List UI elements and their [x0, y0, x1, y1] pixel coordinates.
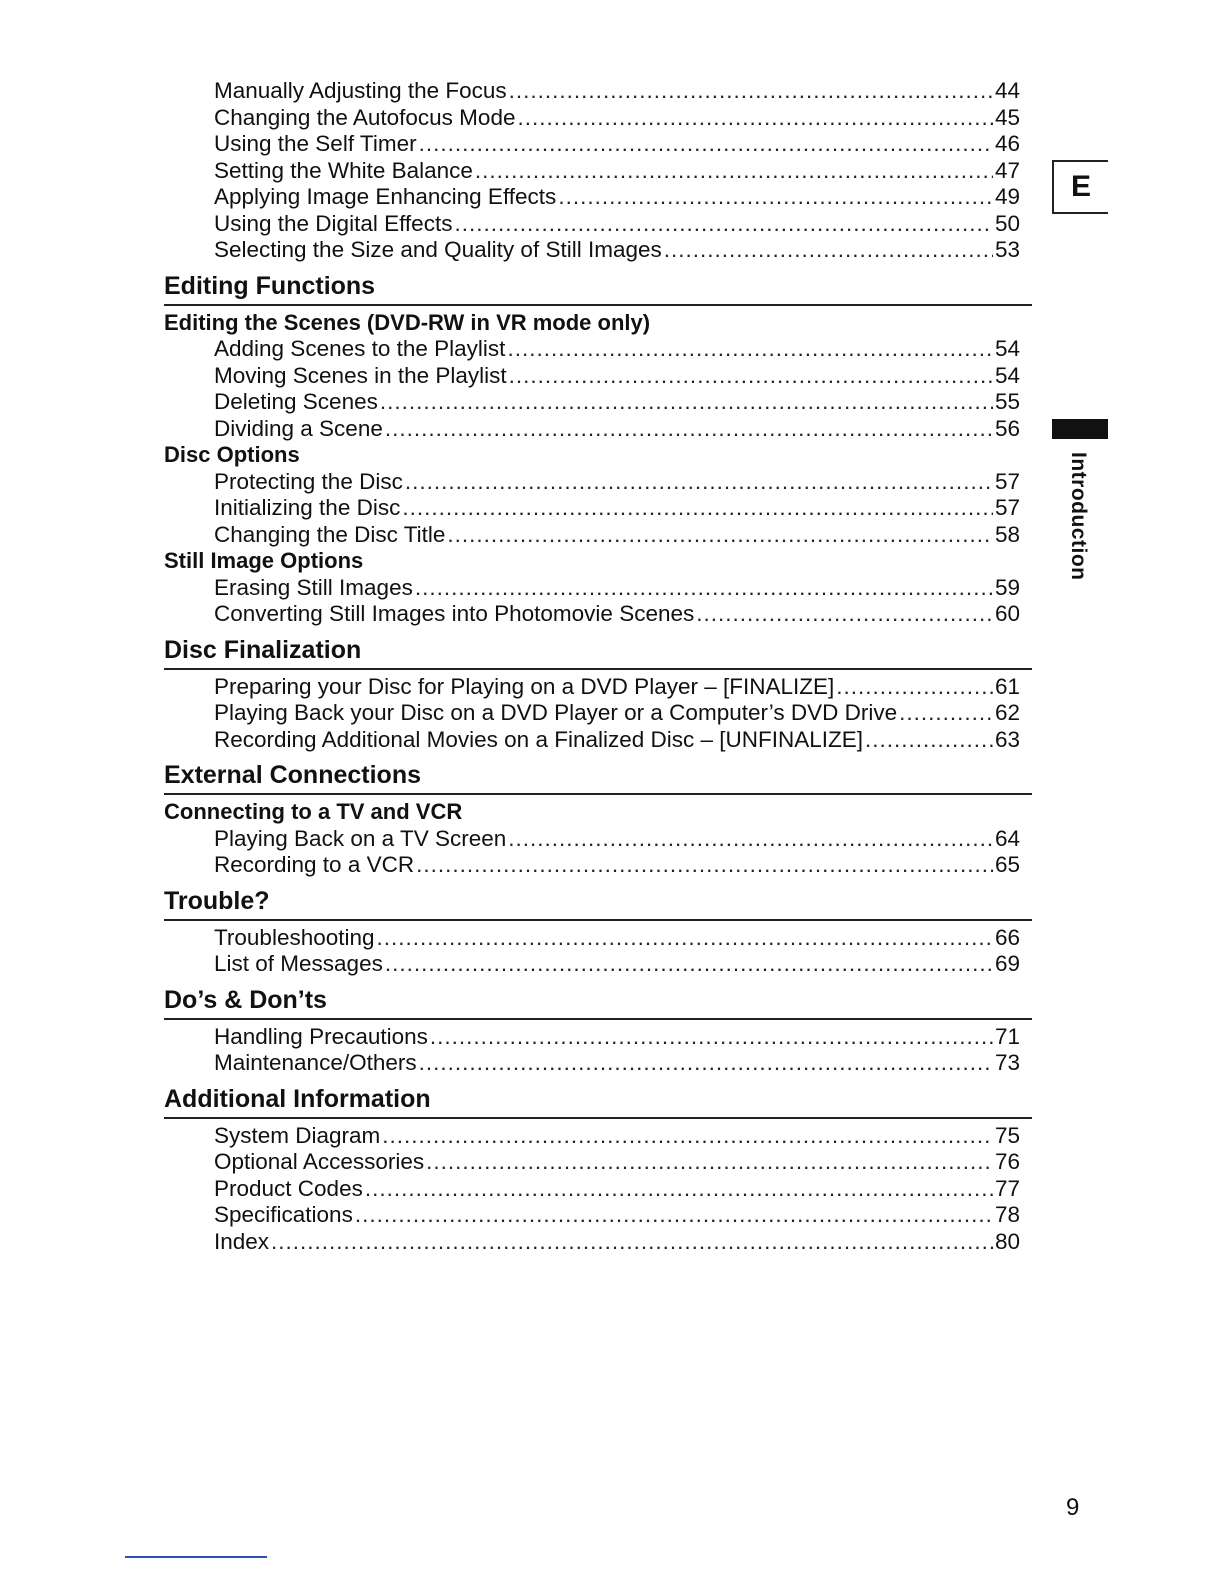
subsection-heading: Disc Options	[164, 442, 300, 467]
toc-entry[interactable]	[214, 1229, 1020, 1256]
toc-entry-page: 61	[994, 673, 1020, 699]
section-body	[164, 306, 1034, 628]
dot-leader	[517, 105, 993, 132]
toc-entry-title: Optional Accessories	[214, 1149, 425, 1174]
section-heading: External Connections	[164, 753, 1032, 795]
toc-entry[interactable]	[214, 700, 1020, 727]
toc-entry[interactable]	[214, 1123, 1020, 1150]
toc-entry[interactable]	[214, 925, 1020, 952]
section-list	[164, 264, 1034, 1256]
toc-section	[164, 264, 1034, 628]
toc-entry-title: Using the Self Timer	[214, 131, 417, 156]
side-section-label: Introduction	[1067, 452, 1090, 581]
toc-entry-title: Using the Digital Effects	[214, 210, 453, 236]
toc-entry[interactable]	[214, 158, 1020, 185]
toc-entry-title: Preparing your Disc for Playing on a DVD Player – [FINALIZE]	[214, 673, 835, 699]
toc-entry-page: 71	[994, 1023, 1020, 1049]
intro-entry-list	[164, 78, 1034, 264]
toc-entry-page: 58	[994, 521, 1020, 547]
toc-entry-title: Index	[214, 1228, 270, 1254]
toc-entry[interactable]	[214, 78, 1020, 105]
section-heading: Trouble?	[164, 879, 1032, 921]
toc-section	[164, 1077, 1034, 1256]
toc-entry-title: Manually Adjusting the Focus	[214, 78, 507, 103]
toc-entry-title: Playing Back your Disc on a DVD Player or a Computer’s DVD Drive	[214, 700, 898, 725]
toc-section	[164, 628, 1034, 754]
dot-leader	[509, 78, 993, 105]
dot-leader	[402, 495, 993, 522]
toc-entry[interactable]	[214, 105, 1020, 132]
dot-leader	[430, 1024, 993, 1051]
toc-entry-page: 54	[994, 336, 1020, 361]
toc-entry[interactable]	[214, 852, 1020, 879]
section-body	[164, 921, 1034, 978]
dot-leader	[696, 601, 993, 628]
toc-entry[interactable]	[214, 522, 1020, 549]
dot-leader	[454, 211, 993, 238]
toc-entry-page: 49	[994, 184, 1020, 209]
section-body	[164, 670, 1034, 754]
toc-entry-title: Moving Scenes in the Playlist	[214, 362, 507, 388]
toc-entry-page: 76	[994, 1149, 1020, 1174]
dot-leader	[380, 389, 993, 416]
toc-entry-title: Initializing the Disc	[214, 495, 401, 520]
toc-entry[interactable]	[214, 131, 1020, 158]
section-tab-marker	[1052, 419, 1108, 439]
subsection-heading: Still Image Options	[164, 548, 364, 573]
dot-leader	[558, 184, 993, 211]
toc-entry-page: 46	[994, 131, 1020, 156]
toc-entry[interactable]	[214, 575, 1020, 602]
toc-entry-title: Setting the White Balance	[214, 157, 473, 183]
section-body	[164, 1119, 1034, 1256]
toc-entry[interactable]	[214, 1050, 1020, 1077]
toc-entry-page: 54	[994, 362, 1020, 388]
toc-entry[interactable]	[214, 1149, 1020, 1176]
toc-entry-title: Applying Image Enhancing Effects	[214, 184, 557, 209]
dot-leader	[385, 416, 993, 443]
section-heading: Additional Information	[164, 1077, 1032, 1119]
toc-entry[interactable]	[214, 416, 1020, 443]
toc-entry-title: Changing the Autofocus Mode	[214, 104, 516, 130]
toc-entry-page: 44	[994, 78, 1020, 103]
toc-entry[interactable]	[214, 363, 1020, 390]
toc-entry-title: Selecting the Size and Quality of Still Images	[214, 237, 662, 262]
page-number: 9	[1066, 1494, 1080, 1521]
section-heading: Do’s & Don’ts	[164, 978, 1032, 1020]
toc-entry-title: Maintenance/Others	[214, 1050, 417, 1075]
section-heading: Disc Finalization	[164, 628, 1032, 670]
dot-leader	[426, 1149, 993, 1176]
toc-entry-title: Changing the Disc Title	[214, 521, 446, 547]
dot-leader	[377, 925, 993, 952]
dot-leader	[415, 575, 993, 602]
toc-entry-page: 60	[994, 601, 1020, 626]
dot-leader	[416, 852, 993, 879]
bottom-rule	[125, 1556, 267, 1558]
language-tab	[1052, 160, 1108, 214]
toc-entry-title: Recording to a VCR	[214, 852, 415, 877]
toc-entry[interactable]	[214, 336, 1020, 363]
dot-leader	[664, 237, 993, 264]
subsection-heading: Connecting to a TV and VCR	[164, 799, 463, 824]
toc-entry[interactable]	[214, 184, 1020, 211]
toc-entry-title: Erasing Still Images	[214, 574, 413, 600]
toc-entry-page: 57	[994, 495, 1020, 520]
toc-entry-title: Playing Back on a TV Screen	[214, 825, 507, 851]
toc-entry[interactable]	[214, 826, 1020, 853]
toc-entry[interactable]	[214, 1024, 1020, 1051]
dot-leader	[447, 522, 993, 549]
dot-leader	[836, 674, 993, 701]
toc-entry-page: 78	[994, 1202, 1020, 1227]
toc-entry[interactable]	[214, 674, 1020, 701]
dot-leader	[865, 727, 993, 754]
dot-leader	[419, 1050, 993, 1077]
toc-entry[interactable]	[214, 237, 1020, 264]
toc-entry[interactable]	[214, 469, 1020, 496]
toc-entry-title: Recording Additional Movies on a Finalized Disc – [UNFINALIZE]	[214, 726, 864, 752]
toc-entry-page: 45	[994, 104, 1020, 130]
dot-leader	[507, 336, 993, 363]
toc-entry[interactable]	[214, 951, 1020, 978]
toc-entry[interactable]	[214, 601, 1020, 628]
table-of-contents	[164, 78, 1034, 1255]
toc-entry-page: 80	[994, 1228, 1020, 1254]
toc-entry[interactable]	[214, 389, 1020, 416]
dot-leader	[475, 158, 993, 185]
toc-section	[164, 879, 1034, 978]
dot-leader	[382, 1123, 993, 1150]
toc-entry-page: 65	[994, 852, 1020, 877]
toc-entry-page: 66	[994, 924, 1020, 950]
toc-entry-page: 59	[994, 574, 1020, 600]
toc-entry-page: 69	[994, 951, 1020, 976]
toc-entry-title: Converting Still Images into Photomovie Scenes	[214, 601, 695, 626]
toc-entry-title: Protecting the Disc	[214, 468, 403, 494]
section-heading: Editing Functions	[164, 264, 1032, 306]
dot-leader	[355, 1202, 993, 1229]
toc-section	[164, 753, 1034, 879]
toc-entry-title: List of Messages	[214, 951, 383, 976]
toc-entry-title: Handling Precautions	[214, 1023, 428, 1049]
language-tab-letter: E	[1070, 170, 1091, 203]
toc-entry-page: 47	[994, 157, 1020, 183]
toc-entry-page: 57	[994, 468, 1020, 494]
subsection-heading: Editing the Scenes (DVD-RW in VR mode only)	[164, 309, 651, 335]
dot-leader	[509, 363, 993, 390]
toc-entry[interactable]	[214, 211, 1020, 238]
section-body	[164, 795, 1034, 879]
toc-entry-page: 64	[994, 825, 1020, 851]
toc-entry-page: 75	[994, 1122, 1020, 1148]
toc-entry-page: 55	[994, 389, 1020, 414]
toc-entry[interactable]	[214, 1202, 1020, 1229]
section-body	[164, 1020, 1034, 1077]
toc-entry-title: Specifications	[214, 1202, 353, 1227]
toc-entry[interactable]	[214, 727, 1020, 754]
toc-entry-title: Product Codes	[214, 1175, 363, 1201]
toc-entry-page: 56	[994, 415, 1020, 441]
toc-entry[interactable]	[214, 495, 1020, 522]
toc-entry-title: Troubleshooting	[214, 924, 375, 950]
toc-entry-page: 63	[994, 726, 1020, 752]
toc-section	[164, 978, 1034, 1077]
toc-entry[interactable]	[214, 1176, 1020, 1203]
toc-entry-page: 62	[994, 700, 1020, 725]
toc-entry-title: Deleting Scenes	[214, 389, 378, 414]
dot-leader	[271, 1229, 993, 1256]
toc-entry-title: System Diagram	[214, 1122, 381, 1148]
toc-entry-title: Dividing a Scene	[214, 415, 383, 441]
dot-leader	[405, 469, 993, 496]
toc-entry-page: 73	[994, 1050, 1020, 1075]
dot-leader	[419, 131, 993, 158]
toc-entry-title: Adding Scenes to the Playlist	[214, 336, 506, 361]
dot-leader	[385, 951, 993, 978]
dot-leader	[508, 826, 993, 853]
dot-leader	[365, 1176, 993, 1203]
dot-leader	[899, 700, 993, 727]
toc-entry-page: 77	[994, 1175, 1020, 1201]
toc-entry-page: 50	[994, 210, 1020, 236]
toc-entry-page: 53	[994, 237, 1020, 262]
